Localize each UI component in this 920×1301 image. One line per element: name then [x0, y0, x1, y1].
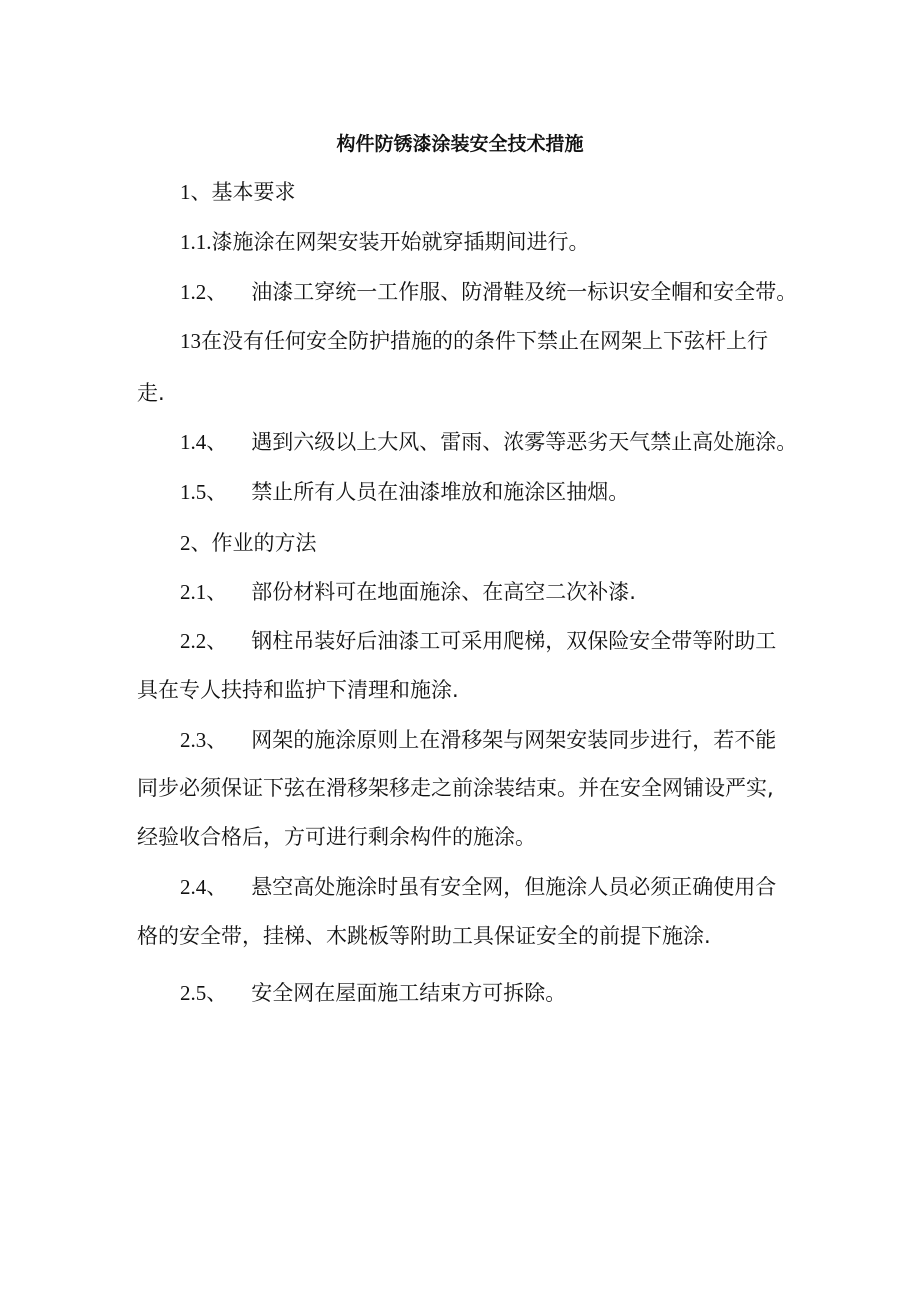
item-number: 2.4 — [180, 875, 207, 899]
item-text: 安全网在屋面施工结束方可拆除。 — [251, 981, 567, 1005]
item-separator: 、 — [206, 728, 228, 752]
item-number: 2.2 — [180, 629, 207, 653]
item-separator: 、 — [206, 981, 228, 1005]
item-separator: 、 — [190, 180, 212, 204]
document-title: 构件防锈漆涂装安全技术措施 — [336, 133, 584, 155]
item-number: 1.5 — [180, 480, 207, 504]
list-item — [180, 226, 590, 258]
list-item-continuation: 走. — [137, 381, 165, 405]
list-item-continuation: 格的安全带，挂梯、木跳板等附助工具保证安全的前提下施涂. — [137, 924, 711, 948]
list-item — [180, 476, 629, 508]
section-heading-1 — [180, 176, 296, 208]
list-item-continuation: 具在专人扶持和监护下清理和施涂. — [137, 678, 459, 702]
list-item-continuation: 同步必须保证下弦在滑移架移走之前涂装结束。并在安全网铺设严实, — [137, 776, 774, 800]
item-number: 2.1 — [180, 580, 207, 604]
list-item — [180, 871, 776, 903]
item-text: 基本要求 — [211, 180, 296, 204]
list-item — [180, 625, 776, 657]
item-separator: 、 — [206, 580, 228, 604]
list-item — [180, 325, 768, 357]
item-text: 禁止所有人员在油漆堆放和施涂区抽烟。 — [251, 480, 630, 504]
item-text: 油漆工穿统一工作服、防滑鞋及统一标识安全帽和安全带。 — [251, 280, 798, 304]
item-number: 13 — [180, 329, 201, 353]
item-number: 1.4 — [180, 430, 207, 454]
item-text: 遇到六级以上大风、雷雨、浓雾等恶劣天气禁止高处施涂。 — [251, 430, 798, 454]
item-text: 漆施涂在网架安装开始就穿插期间进行。 — [211, 230, 590, 254]
item-text: 悬空高处施涂时虽有安全网，但施涂人员必须正确使用合 — [251, 875, 777, 899]
item-text: 在没有任何安全防护措施的的条件下禁止在网架上下弦杆上行 — [201, 329, 768, 353]
item-number: 2.3 — [180, 728, 207, 752]
list-item — [180, 426, 797, 458]
item-separator: 、 — [206, 280, 228, 304]
item-separator: 、 — [190, 531, 212, 555]
item-separator: 、 — [206, 480, 228, 504]
item-separator: 、 — [206, 430, 228, 454]
item-number: 1 — [180, 180, 191, 204]
item-text: 作业的方法 — [211, 531, 317, 555]
item-number: 2.5 — [180, 981, 207, 1005]
item-text: 网架的施涂原则上在滑移架与网架安装同步进行，若不能 — [251, 728, 777, 752]
item-number: 2 — [180, 531, 191, 555]
item-separator: 、 — [206, 875, 228, 899]
list-item — [180, 276, 797, 308]
item-number: 1.1. — [180, 230, 212, 254]
item-text: 钢柱吊装好后油漆工可采用爬梯，双保险安全带等附助工 — [251, 629, 777, 653]
item-number: 1.2 — [180, 280, 207, 304]
item-separator: 、 — [206, 629, 228, 653]
list-item-continuation: 经验收合格后，方可进行剩余构件的施涂。 — [137, 825, 536, 849]
list-item — [180, 977, 566, 1009]
list-item — [180, 724, 776, 756]
section-heading-2 — [180, 527, 317, 559]
item-text: 部份材料可在地面施涂、在高空二次补漆. — [251, 580, 636, 604]
list-item — [180, 576, 636, 608]
